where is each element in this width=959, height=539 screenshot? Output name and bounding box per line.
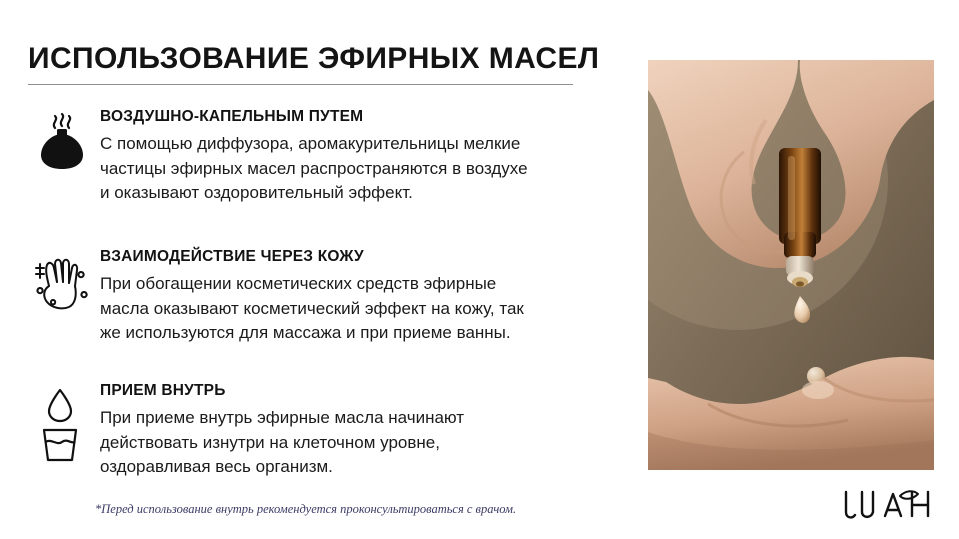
- body-line: При приеме внутрь эфирные масла начинают: [100, 408, 465, 427]
- body-line: действовать изнутри на клеточном уровне,: [100, 432, 440, 452]
- body-line: частицы эфирных масел распространяются в воздухе: [100, 158, 528, 178]
- body-line: оздоравливая весь организм.: [100, 457, 333, 477]
- body-line: масла оказывают косметический эффект на кожу, так: [100, 298, 524, 318]
- drop-glass-icon: [35, 386, 89, 464]
- diffuser-icon: [35, 112, 89, 174]
- title-divider: [28, 84, 573, 85]
- section-body: [100, 272, 628, 346]
- footnote: *Перед использование внутрь рекомендуется проконсультироваться с врачом.: [95, 502, 517, 516]
- title-block: [28, 42, 608, 85]
- section-body: [100, 132, 628, 206]
- section-heading: ПРИЕМ ВНУТРЬ: [100, 382, 226, 399]
- body-line: При обогащении косметических средств эфирные: [100, 274, 497, 293]
- essential-oil-bottle-dropping-into-hand-photo: [648, 60, 934, 470]
- body-line: и оказывают оздоровительный эффект.: [100, 183, 413, 203]
- section-skin: [28, 248, 628, 346]
- body-line: же используются для массажа и при приеме ванны.: [100, 323, 511, 343]
- page-title: ИСПОЛЬЗОВАНИЕ ЭФИРНЫХ МАСЕЛ: [28, 42, 600, 75]
- juah-logo: [838, 486, 934, 526]
- hand-skin-icon: [31, 252, 93, 312]
- section-heading: ВЗАИМОДЕЙСТВИЕ ЧЕРЕЗ КОЖУ: [100, 248, 364, 265]
- section-body: [100, 406, 628, 480]
- section-heading: ВОЗДУШНО-КАПЕЛЬНЫМ ПУТЕМ: [100, 108, 364, 125]
- section-airborne: [28, 108, 628, 206]
- section-internal: [28, 382, 628, 480]
- body-line: С помощью диффузора, аромакурительницы мелкие: [100, 134, 521, 153]
